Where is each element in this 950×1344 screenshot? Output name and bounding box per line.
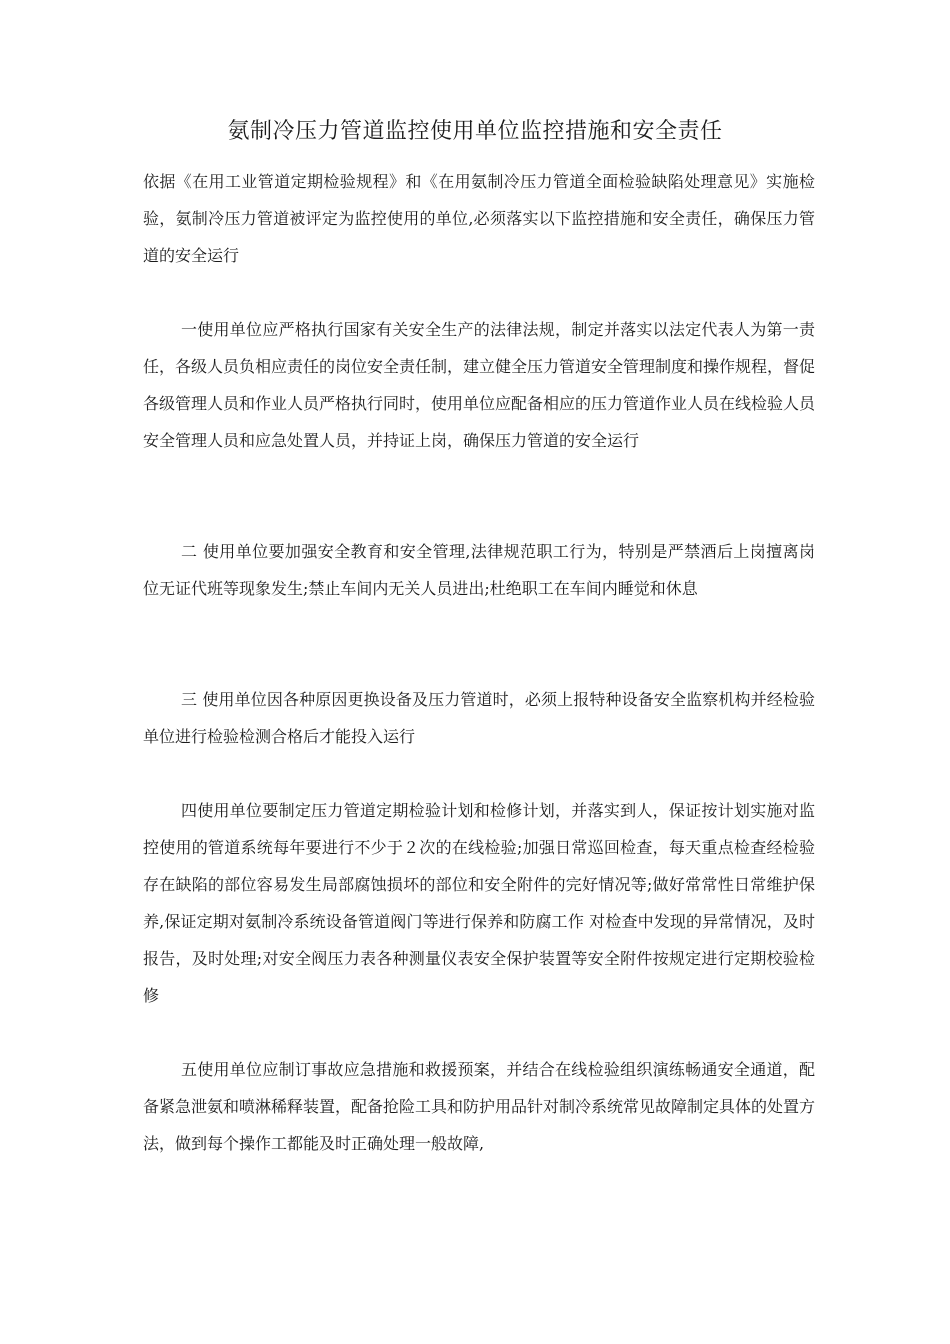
- paragraph-5: 五使用单位应制订事故应急措施和救援预案，并结合在线检验组织演练畅通安全通道，配备紧急泄氨和喷淋稀释装置，配备抢险工具和防护用品针对制冷系统常见故障制定具体的处置方法，做到每个操作工都能及时正确处理一般故障,: [143, 1060, 816, 1153]
- intro-paragraph: 依据《在用工业管道定期检验规程》和《在用氨制冷压力管道全面检验缺陷处理意见》实施检验，氨制冷压力管道被评定为监控使用的单位,必须落实以下监控措施和安全责任，确保压力管道的安全运行: [143, 172, 815, 265]
- paragraph-4: 四使用单位要制定压力管道定期检验计划和检修计划，并落实到人，保证按计划实施对监控使用的管道系统每年要进行不少于２次的在线检验;加强日常巡回检查，每天重点检查经检验存在缺陷的部位容易发生局部腐蚀损坏的部位和安全附件的完好情况等;做好常常性日常维护保养,保证定期对氨制冷系统设备管道阀门等进行保养和防腐工作 对检查中发现的异常情况，及时报告，及时处理;对安全阀压力表各种测量仪表安全保护装置等安全附件按规定进行定期校验检修: [143, 801, 815, 1005]
- document-title: 氨制冷压力管道监控使用单位监控措施和安全责任: [227, 119, 723, 144]
- paragraph-2: 二 使用单位要加强安全教育和安全管理,法律规范职工行为，特别是严禁酒后上岗擅离岗位无证代班等现象发生;禁止车间内无关人员进出;杜绝职工在车间内睡觉和休息: [143, 542, 815, 598]
- paragraph-1: 一使用单位应严格执行国家有关安全生产的法律法规，制定并落实以法定代表人为第一责任，各级人员负相应责任的岗位安全责任制，建立健全压力管道安全管理制度和操作规程，督促各级管理人员和作业人员严格执行同时，使用单位应配备相应的压力管道作业人员在线检验人员安全管理人员和应急处置人员，并持证上岗，确保压力管道的安全运行: [143, 320, 816, 450]
- paragraph-3: 三 使用单位因各种原因更换设备及压力管道时，必须上报特种设备安全监察机构并经检验单位进行检验检测合格后才能投入运行: [143, 690, 815, 746]
